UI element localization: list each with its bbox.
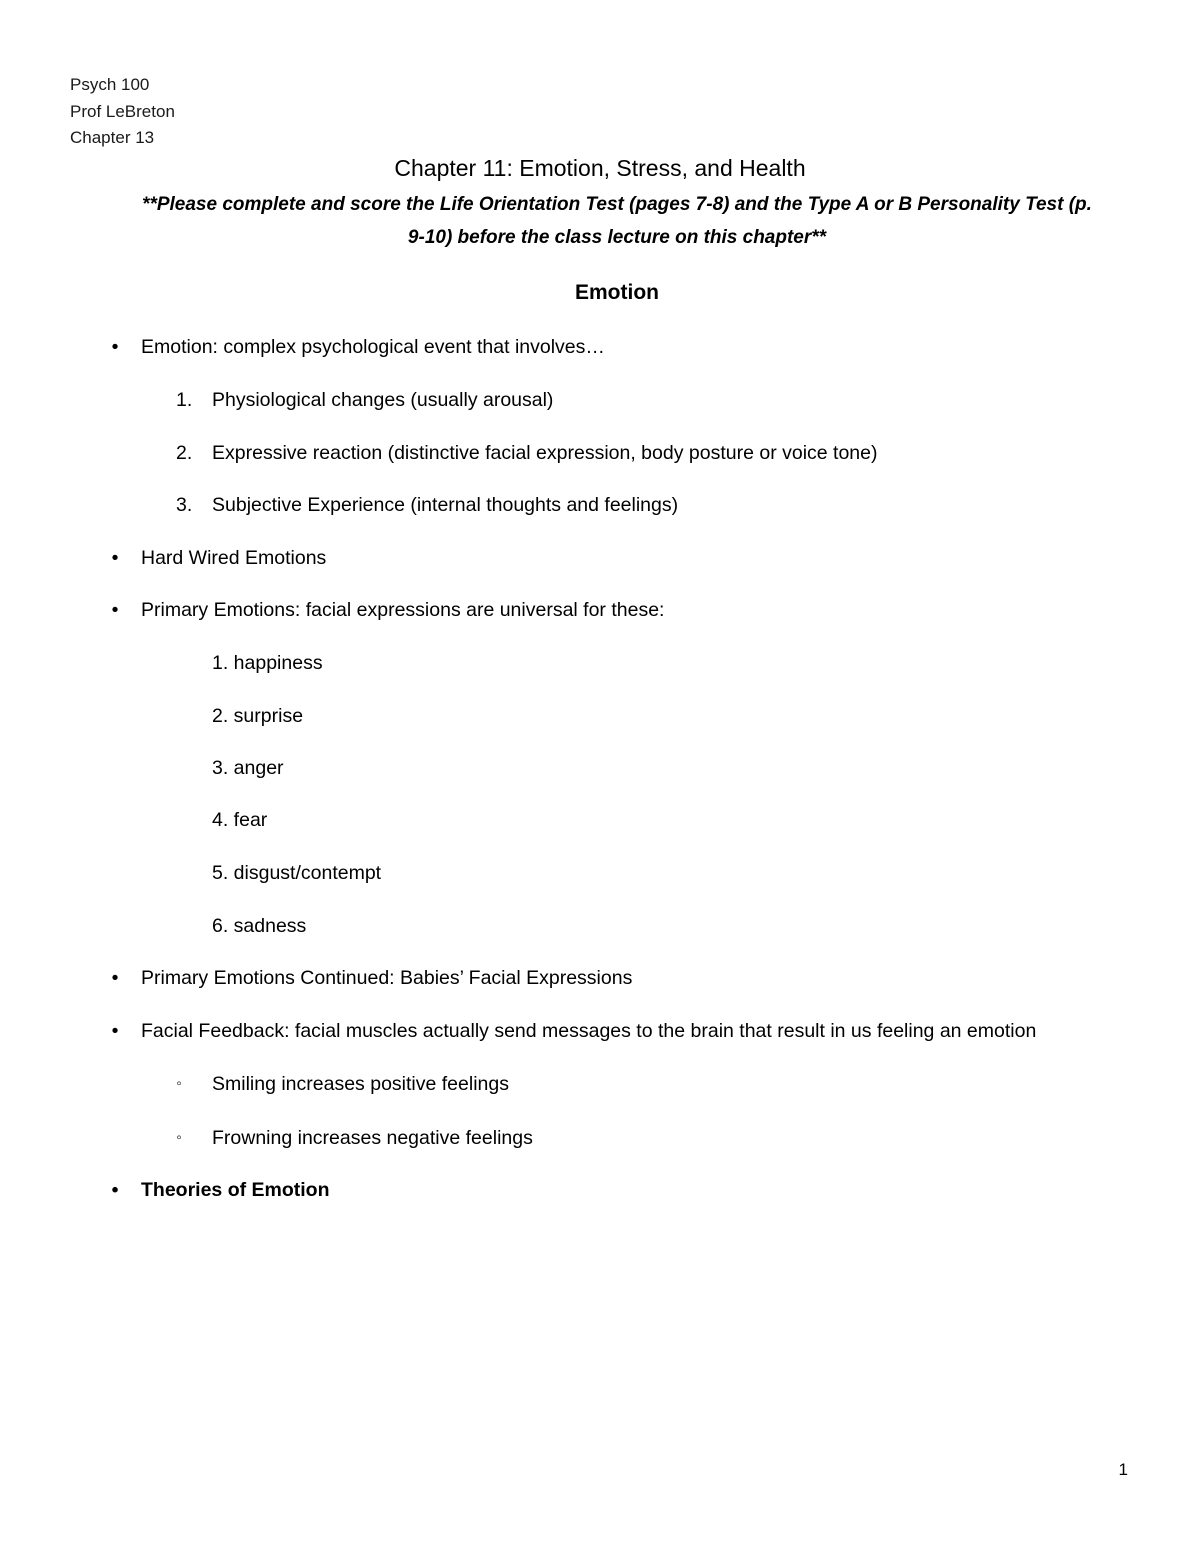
circle-bullet-icon: ◦ bbox=[176, 1075, 182, 1092]
bullet-icon: • bbox=[111, 547, 119, 569]
page-title: Chapter 11: Emotion, Stress, and Health bbox=[394, 155, 806, 181]
item-number: 1. bbox=[176, 389, 193, 411]
primary-emotion-text: 3. anger bbox=[212, 757, 284, 779]
chapter-label: Chapter 13 bbox=[70, 128, 155, 147]
bullet-icon: • bbox=[111, 599, 119, 621]
list-item-text: Primary Emotions: facial expressions are universal for these: bbox=[141, 599, 665, 621]
bullet-icon: • bbox=[111, 967, 119, 989]
page-number: 1 bbox=[1118, 1460, 1128, 1479]
list-item-text: Theories of Emotion bbox=[141, 1179, 330, 1201]
primary-emotion-text: 6. sadness bbox=[212, 915, 307, 937]
sub-list-item-text: Smiling increases positive feelings bbox=[212, 1073, 509, 1095]
sub-list-item-text: Frowning increases negative feelings bbox=[212, 1127, 533, 1149]
item-text: Expressive reaction (distinctive facial expression, body posture or voice tone) bbox=[212, 442, 878, 464]
item-number: 2. bbox=[176, 442, 193, 464]
instruction-note-line-1: **Please complete and score the Life Orientation Test (pages 7-8) and the Type A or B Personality Test (p. bbox=[142, 194, 1092, 215]
item-text: Subjective Experience (internal thoughts and feelings) bbox=[212, 494, 679, 516]
bullet-icon: • bbox=[111, 1020, 119, 1042]
list-item-text: Emotion: complex psychological event that involves… bbox=[141, 336, 605, 358]
primary-emotion-text: 4. fear bbox=[212, 809, 268, 831]
circle-bullet-icon: ◦ bbox=[176, 1129, 182, 1146]
list-item-text: Primary Emotions Continued: Babies’ Facial Expressions bbox=[141, 967, 633, 989]
primary-emotion-text: 1. happiness bbox=[212, 652, 323, 674]
bullet-icon: • bbox=[111, 336, 119, 358]
course-label: Psych 100 bbox=[70, 75, 150, 94]
primary-emotion-text: 2. surprise bbox=[212, 705, 304, 727]
list-item-text: Hard Wired Emotions bbox=[141, 547, 327, 569]
primary-emotion-text: 5. disgust/contempt bbox=[212, 862, 382, 884]
section-heading: Emotion bbox=[575, 281, 659, 304]
item-text: Physiological changes (usually arousal) bbox=[212, 389, 554, 411]
list-item-text: Facial Feedback: facial muscles actually send messages to the brain that result in us feeling an emotion bbox=[141, 1020, 1037, 1042]
item-number: 3. bbox=[176, 494, 193, 516]
instruction-note-line-2: 9-10) before the class lecture on this chapter** bbox=[407, 227, 827, 248]
bullet-icon: • bbox=[111, 1179, 119, 1201]
professor-label: Prof LeBreton bbox=[70, 102, 175, 121]
